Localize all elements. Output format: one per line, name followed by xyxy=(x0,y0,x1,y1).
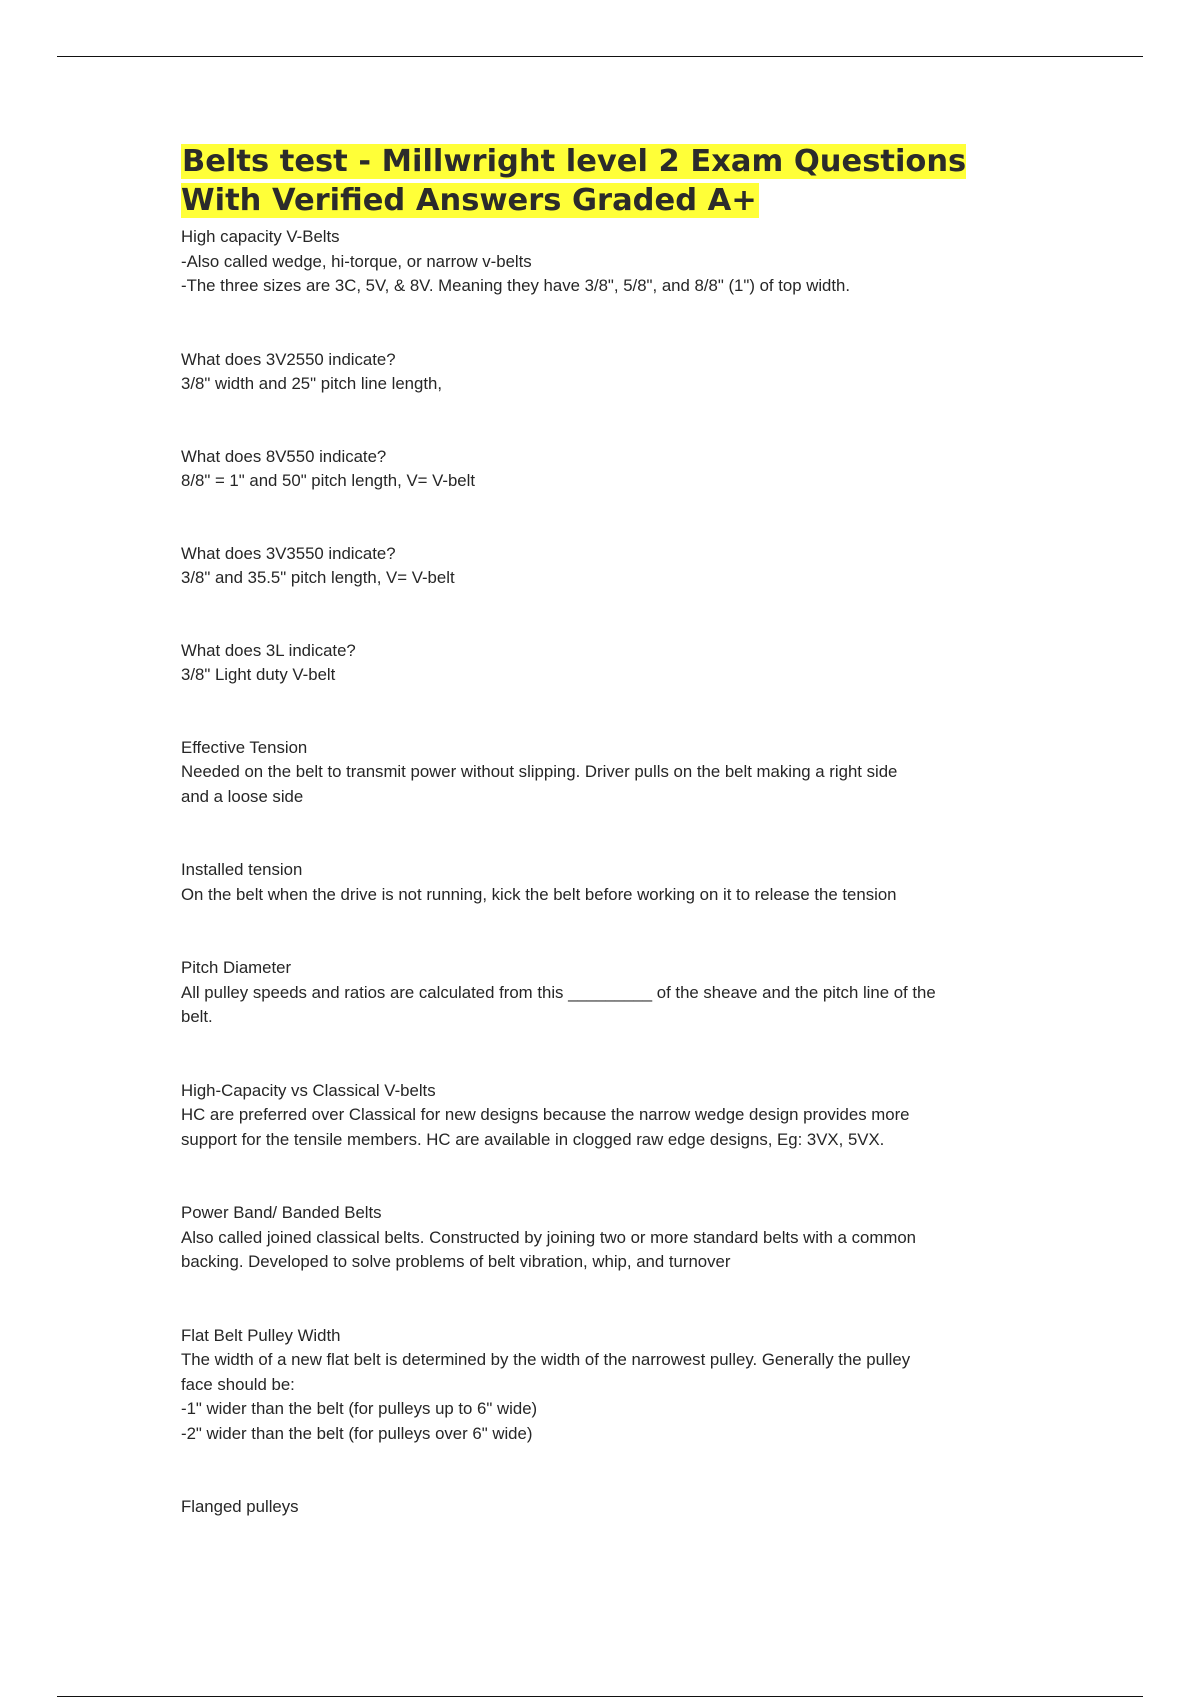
flashcard xyxy=(181,1495,1011,1520)
card-definition-line: 3/8" width and 25" pitch line length, xyxy=(181,374,443,393)
flashcard xyxy=(181,858,1011,907)
card-definition-line: 8/8" = 1" and 50" pitch length, V= V-belt xyxy=(181,471,476,490)
flashcard xyxy=(181,956,1011,1030)
card-term: Power Band/ Banded Belts xyxy=(181,1203,382,1222)
flashcard xyxy=(181,1324,1011,1447)
document-body xyxy=(181,142,1011,1568)
card-definition-line: -Also called wedge, hi-torque, or narrow v-belts xyxy=(181,251,532,271)
flashcard xyxy=(181,1079,1011,1153)
page-top-rule xyxy=(57,56,1143,57)
intro-card xyxy=(181,225,1011,299)
title-highlight: Belts test - Millwright level 2 Exam Questions With Verified Answers Graded A+ xyxy=(181,144,967,218)
card-term: Installed tension xyxy=(181,860,303,879)
flashcard xyxy=(181,736,1011,810)
card-definition-line: support for the tensile members. HC are available in clogged raw edge designs, Eg: 3VX, 5VX. xyxy=(181,1129,885,1149)
card-definition-line: Needed on the belt to transmit power without slipping. Driver pulls on the belt making a right side xyxy=(181,762,898,781)
card-term: Flat Belt Pulley Width xyxy=(181,1325,341,1345)
card-definition-line: The width of a new flat belt is determined by the width of the narrowest pulley. Generally the pulley xyxy=(181,1350,911,1369)
card-term: What does 3V2550 indicate? xyxy=(181,349,396,369)
card-term: What does 8V550 indicate? xyxy=(181,446,387,466)
card-definition-line: backing. Developed to solve problems of belt vibration, whip, and turnover xyxy=(181,1252,731,1271)
card-definition-line: 3/8" and 35.5" pitch length, V= V-belt xyxy=(181,568,455,587)
card-term: Pitch Diameter xyxy=(181,958,292,977)
card-term: High capacity V-Belts xyxy=(181,227,340,246)
document-title xyxy=(181,142,1011,220)
card-term: Effective Tension xyxy=(181,737,308,757)
card-term: High-Capacity vs Classical V-belts xyxy=(181,1080,436,1100)
card-term: What does 3L indicate? xyxy=(181,640,356,660)
card-definition-line: HC are preferred over Classical for new designs because the narrow wedge design provides more xyxy=(181,1105,910,1124)
flashcard xyxy=(181,1201,1011,1275)
flashcard xyxy=(181,445,1011,494)
card-definition-line: belt. xyxy=(181,1007,213,1026)
flashcard xyxy=(181,542,1011,591)
card-definition-line: On the belt when the drive is not running, kick the belt before working on it to release the tension xyxy=(181,884,897,904)
card-definition-line: -1" wider than the belt (for pulleys up to 6" wide) xyxy=(181,1399,538,1418)
card-definition-line: -The three sizes are 3C, 5V, & 8V. Meaning they have 3/8", 5/8", and 8/8" (1") of top width. xyxy=(181,276,851,295)
page-bottom-rule xyxy=(57,1696,1143,1697)
card-definition-line: face should be: xyxy=(181,1374,295,1394)
flashcard xyxy=(181,348,1011,397)
flashcard xyxy=(181,639,1011,688)
card-definition-line: and a loose side xyxy=(181,786,304,806)
card-term: What does 3V3550 indicate? xyxy=(181,543,396,563)
card-term: Flanged pulleys xyxy=(181,1497,299,1516)
card-definition-line: All pulley speeds and ratios are calculated from this _________ of the sheave and the pitch line of the xyxy=(181,982,936,1002)
card-definition-line: Also called joined classical belts. Constructed by joining two or more standard belts with a common xyxy=(181,1227,916,1247)
card-definition-line: 3/8" Light duty V-belt xyxy=(181,665,336,684)
card-definition-line: -2" wider than the belt (for pulleys over 6" wide) xyxy=(181,1423,533,1443)
